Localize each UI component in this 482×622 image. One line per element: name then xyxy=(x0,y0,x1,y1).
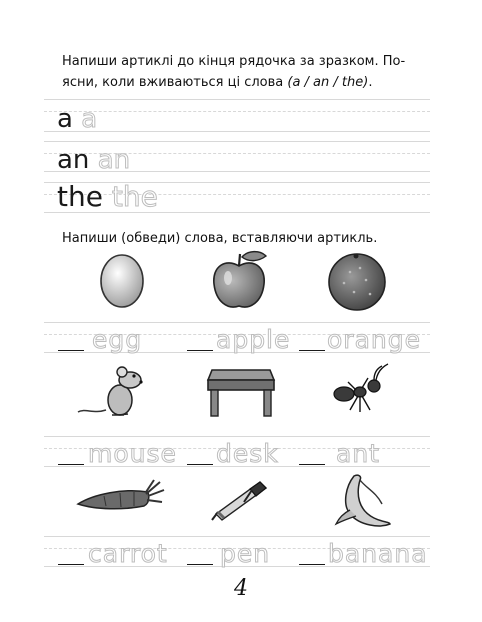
article-row-a xyxy=(57,106,97,132)
guide-line-dashed xyxy=(44,111,430,112)
guide-line xyxy=(44,436,430,437)
trace-word-mouse: mouse xyxy=(88,439,177,468)
carrot-icon xyxy=(74,478,166,518)
trace-word-carrot: carrot xyxy=(88,539,168,568)
article-row-the xyxy=(57,180,158,213)
instruction-words: Напиши (обведи) слова, вставляючи артикль. xyxy=(62,231,378,246)
orange-icon xyxy=(326,250,388,312)
article-blank[interactable] xyxy=(299,350,325,351)
guide-line xyxy=(44,131,430,132)
ant-icon xyxy=(330,362,392,416)
trace-word-orange: orange xyxy=(327,325,421,354)
article-row-an xyxy=(57,147,130,173)
article-blank[interactable] xyxy=(187,350,213,351)
article-sample: the xyxy=(57,180,103,213)
trace-word-banana: banana xyxy=(328,539,428,568)
article-blank[interactable] xyxy=(299,464,325,465)
desk-icon xyxy=(204,366,278,420)
instruction-period: . xyxy=(368,75,373,90)
article-trace: the xyxy=(111,180,158,213)
pen-icon xyxy=(206,474,272,526)
banana-icon xyxy=(332,470,394,530)
article-trace: an xyxy=(97,145,131,175)
article-sample: an xyxy=(57,145,90,175)
guide-line xyxy=(44,322,430,323)
instruction-articles xyxy=(62,51,434,93)
article-blank[interactable] xyxy=(58,564,84,565)
article-trace: a xyxy=(81,104,98,134)
apple-icon xyxy=(208,248,270,314)
trace-word-ant: ant xyxy=(336,439,380,468)
article-blank[interactable] xyxy=(299,564,325,565)
trace-word-pen: pen xyxy=(220,539,271,568)
guide-line xyxy=(44,536,430,537)
page-number: 4 xyxy=(234,576,248,601)
article-sample: a xyxy=(57,104,73,134)
trace-word-apple: apple xyxy=(216,325,291,354)
instruction-articles-list: (a / an / the) xyxy=(287,75,369,90)
article-blank[interactable] xyxy=(58,350,84,351)
instruction-line2: ясни, коли вживаються ці слова xyxy=(62,75,288,90)
trace-word-desk: desk xyxy=(216,439,279,468)
article-blank[interactable] xyxy=(58,464,84,465)
guide-line xyxy=(44,141,430,142)
mouse-icon xyxy=(76,362,154,418)
guide-line xyxy=(44,99,430,100)
egg-icon xyxy=(96,250,148,310)
instruction-line1: Напиши артиклі до кінця рядочка за зразком. По- xyxy=(62,54,406,69)
article-blank[interactable] xyxy=(187,564,213,565)
trace-word-egg: egg xyxy=(92,325,143,354)
article-blank[interactable] xyxy=(187,464,213,465)
